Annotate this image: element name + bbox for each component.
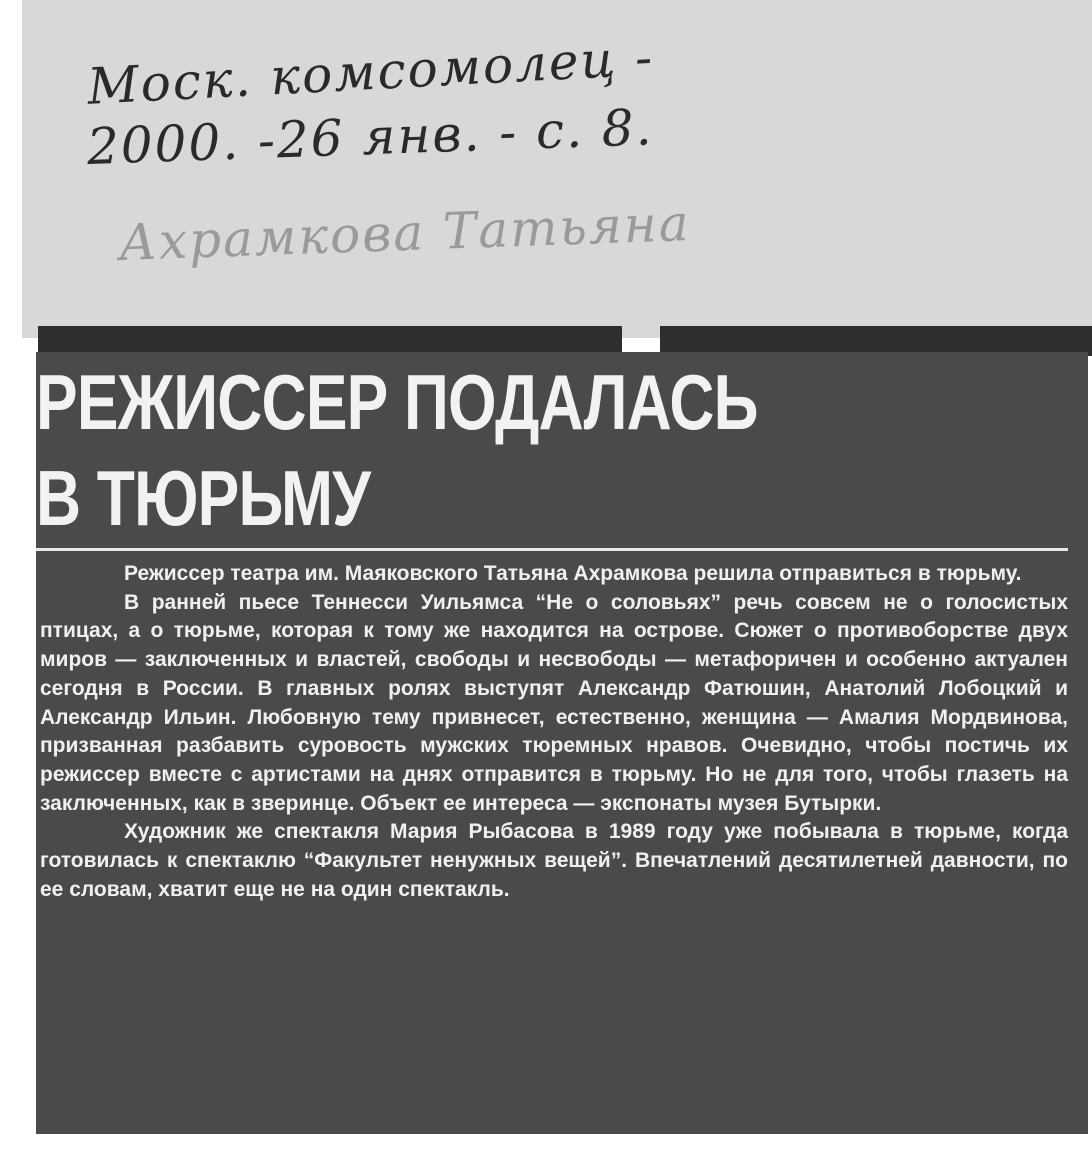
article-paragraph: Режиссер театра им. Маяковского Татьяна Ахрамкова решила отправиться в тюрьму.: [124, 562, 1022, 585]
handwritten-author: Ахрамкова Татьяна: [118, 194, 692, 272]
article-paragraph: В ранней пьесе Теннесси Уильямса “Не о соловьях” речь совсем не о голосистых птицах, а о тюрьме, которая к тому же находится на острове. Сюжет о противоборстве двух миров — заключенных и властей, свободы и несвободы — метафоричен и особенно актуален сегодня в России. В главных ролях выступят Александр Фатюшин, Анатолий Лобоцкий и Александр Ильин. Любовную тему привнесет, естественно, женщина — Амалия Мордвинова, призванная разбавить суровость мужских тюремных нравов. Очевидно, чтобы постичь их режиссер вместе с артистами на днях отправится в тюрьму. Но не для того, чтобы глазеть на заключенных, как в зверинце. Объект ее интереса — экспонаты музея Бутырки.: [40, 590, 1068, 815]
handwritten-source: Моск. комсомолец -: [86, 28, 656, 116]
headline-line-2: В ТЮРЬМУ: [36, 454, 371, 542]
article-headline: [36, 354, 878, 546]
article-body: [40, 560, 1068, 904]
article-paragraph: Художник же спектакля Мария Рыбасова в 1989 году уже побывала в тюрьме, когда готовилась к спектаклю “Факультет ненужных вещей”. Впечатлений десятилетней давности, по ее словам, хватит еще не на один спектакль.: [40, 820, 1068, 901]
headline-rule: [36, 548, 1068, 551]
handwritten-date-page: 2000. -26 янв. - с. 8.: [86, 98, 655, 176]
newspaper-clipping: [36, 352, 1088, 1134]
headline-line-1: РЕЖИССЕР ПОДАЛАСЬ: [36, 358, 758, 446]
